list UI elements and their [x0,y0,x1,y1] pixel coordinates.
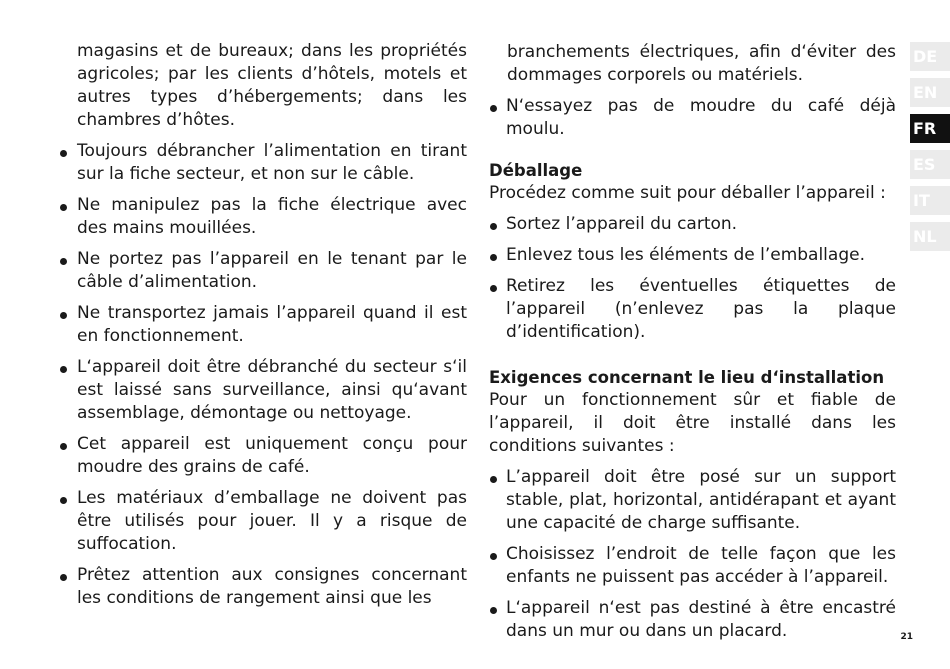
safety-bullet-list [59,140,467,610]
unpacking-bullet-list [489,213,896,344]
list-item: Les matériaux d’emballage ne doivent pas être utilisés pour jouer. Il y a risque de suffocation. [59,487,467,556]
list-item: Cet appareil est uniquement conçu pour moudre des grains de café. [59,433,467,479]
section-intro: Pour un fonctionnement sûr et fiable de l’appareil, il doit être installé dans les conditions suivantes : [489,390,896,456]
list-item: N‘essayez pas de moudre du café déjà moulu. [489,95,896,141]
list-item: Ne portez pas l’appareil en le tenant par le câble d’alimentation. [59,248,467,294]
list-item: Ne transportez jamais l’appareil quand il est en fonctionnement. [59,302,467,348]
list-item: Enlevez tous les éléments de l’emballage. [489,244,896,267]
tab-en[interactable]: EN [910,78,950,107]
section-heading-installation: Exigences concernant le lieu d‘installation [489,368,885,387]
tab-nl[interactable]: NL [910,222,950,251]
safety-bullet-list [489,95,896,141]
left-column [59,40,467,618]
list-item: Choisissez l’endroit de telle façon que les enfants ne puissent pas accéder à l’appareil. [489,543,896,589]
list-item: Ne manipulez pas la fiche électrique avec des mains mouillées. [59,194,467,240]
list-item: L‘appareil n‘est pas destiné à être encastré dans un mur ou dans un placard. [489,597,896,643]
list-item: Retirez les éventuelles étiquettes de l’appareil (n’enlevez pas la plaque d’identification). [489,275,896,344]
section-heading-unpacking: Déballage [489,161,583,180]
page-number: 21 [900,632,913,642]
right-column [489,41,896,651]
tab-fr[interactable]: FR [910,114,950,143]
list-item: Sortez l’appareil du carton. [489,213,896,236]
installation-bullet-list [489,466,896,643]
continuation-text: branchements électriques, afin d‘éviter des dommages corporels ou matériels. [507,42,896,85]
continuation-text: magasins et de bureaux; dans les propriétés agricoles; par les clients d’hôtels, motels et autres types d’hébergements; dans les chambres d’hôtes. [77,41,467,130]
tab-it[interactable]: IT [910,186,950,215]
list-item: Toujours débrancher l’alimentation en tirant sur la fiche secteur, et non sur le câble. [59,140,467,186]
section-intro: Procédez comme suit pour déballer l’appareil : [489,183,886,203]
tab-de[interactable]: DE [910,42,950,71]
list-item: L‘appareil doit être débranché du secteur s‘il est laissé sans surveillance, ainsi qu‘avant assemblage, démontage ou nettoyage. [59,356,467,425]
list-item: L’appareil doit être posé sur un support stable, plat, horizontal, antidérapant et ayant une capacité de charge suffisante. [489,466,896,535]
list-item: Prêtez attention aux consignes concernant les conditions de rangement ainsi que les [59,564,467,610]
tab-es[interactable]: ES [910,150,950,179]
language-tabs [910,42,950,258]
